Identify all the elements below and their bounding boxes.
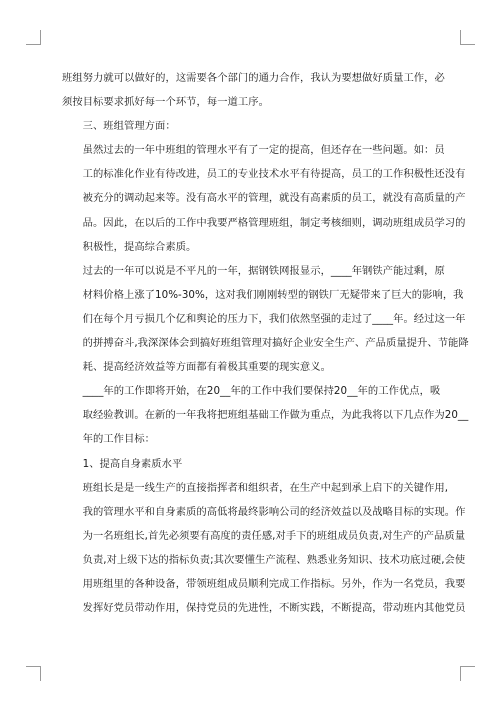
text-line: 负责,对上级下达的指标负责;其次要懂生产流程、熟悉业务知识、技术功底过硬,会使 bbox=[82, 553, 466, 566]
text-line: 班组努力就可以做好的，这需要各个部门的通力合作，我认为要想做好质量工作，必 bbox=[62, 72, 445, 84]
crop-mark-top-left bbox=[26, 30, 41, 45]
text-line: 们在每个月亏损几个亿和舆论的压力下，我们依然坚强的走过了____年。经过这一年 bbox=[82, 312, 466, 325]
text-line: 品。因此，在以后的工作中我要严格管理班组，制定考核细则，调动班组成员学习的 bbox=[82, 216, 466, 229]
text-line: 被充分的调动起来等。没有高水平的管理，就没有高素质的员工，就没有高质量的产 bbox=[82, 192, 466, 205]
text-line: 发挥好党员带动作用，保持党员的先进性，不断实践，不断提高，带动班内其他党员 bbox=[82, 602, 466, 615]
paragraph bbox=[62, 114, 441, 138]
paragraph bbox=[62, 259, 469, 379]
text-line: 耗、提高经济效益等方面都有着极其重要的现实意义。 bbox=[82, 361, 331, 374]
text-line: 年的工作目标： bbox=[82, 433, 156, 446]
crop-mark-bottom-left bbox=[26, 666, 41, 681]
text-line: 须按目标要求抓好每一个环节，每一道工序。 bbox=[62, 96, 269, 109]
text-line: 工的标准化作业有待改进，员工的专业技术水平有待提高，员工的工作积极性还没有 bbox=[82, 168, 466, 181]
text-line: 三、班组管理方面： bbox=[82, 120, 176, 133]
text-line: 取经验教训。在新的一年我将把班组基础工作做为重点，为此我将以下几点作为20__ bbox=[82, 409, 469, 422]
text-line: 1、提高自身素质水平 bbox=[82, 457, 183, 470]
paragraph bbox=[62, 66, 445, 114]
crop-mark-top-right bbox=[460, 30, 475, 45]
document-body bbox=[62, 66, 469, 620]
text-line: 我的管理水平和自身素质的高低将最终影响公司的经济效益以及战略目标的实现。作 bbox=[82, 505, 466, 518]
text-line: 积极性，提高综合素质。 bbox=[82, 240, 197, 253]
text-line: 虽然过去的一年中班组的管理水平有了一定的提高，但还存在一些问题。如：员 bbox=[82, 144, 445, 157]
paragraph bbox=[62, 379, 469, 451]
text-line: 为一名班组长,首先必须要有高度的责任感,对手下的班组成员负责,对生产的产品质量 bbox=[82, 529, 466, 542]
text-line: 用班组里的各种设备，带领班组成员顺利完成工作指标。另外，作为一名党员，我要 bbox=[82, 577, 466, 590]
text-line: 材料价格上涨了10%-30%，这对我们刚刚转型的钢铁厂无疑带来了巨大的影响，我 bbox=[82, 288, 464, 301]
text-line: ____年的工作即将开始，在20__年的工作中我们要保持20__年的工作优点，吸 bbox=[82, 385, 441, 398]
paragraph bbox=[62, 452, 441, 476]
text-line: 过去的一年可以说是不平凡的一年，据钢铁网报显示，____年钢铁产能过剩，原 bbox=[82, 264, 445, 277]
text-line: 的拼搏奋斗,我深深体会到搞好班组管理对搞好企业安全生产、产品质量提升、节能降 bbox=[82, 337, 469, 350]
paragraph bbox=[62, 476, 466, 621]
crop-mark-bottom-right bbox=[460, 666, 475, 681]
text-line: 班组长是是一线生产的直接指挥者和组织者，在生产中起到承上启下的关键作用, bbox=[82, 481, 449, 494]
paragraph bbox=[62, 138, 466, 258]
